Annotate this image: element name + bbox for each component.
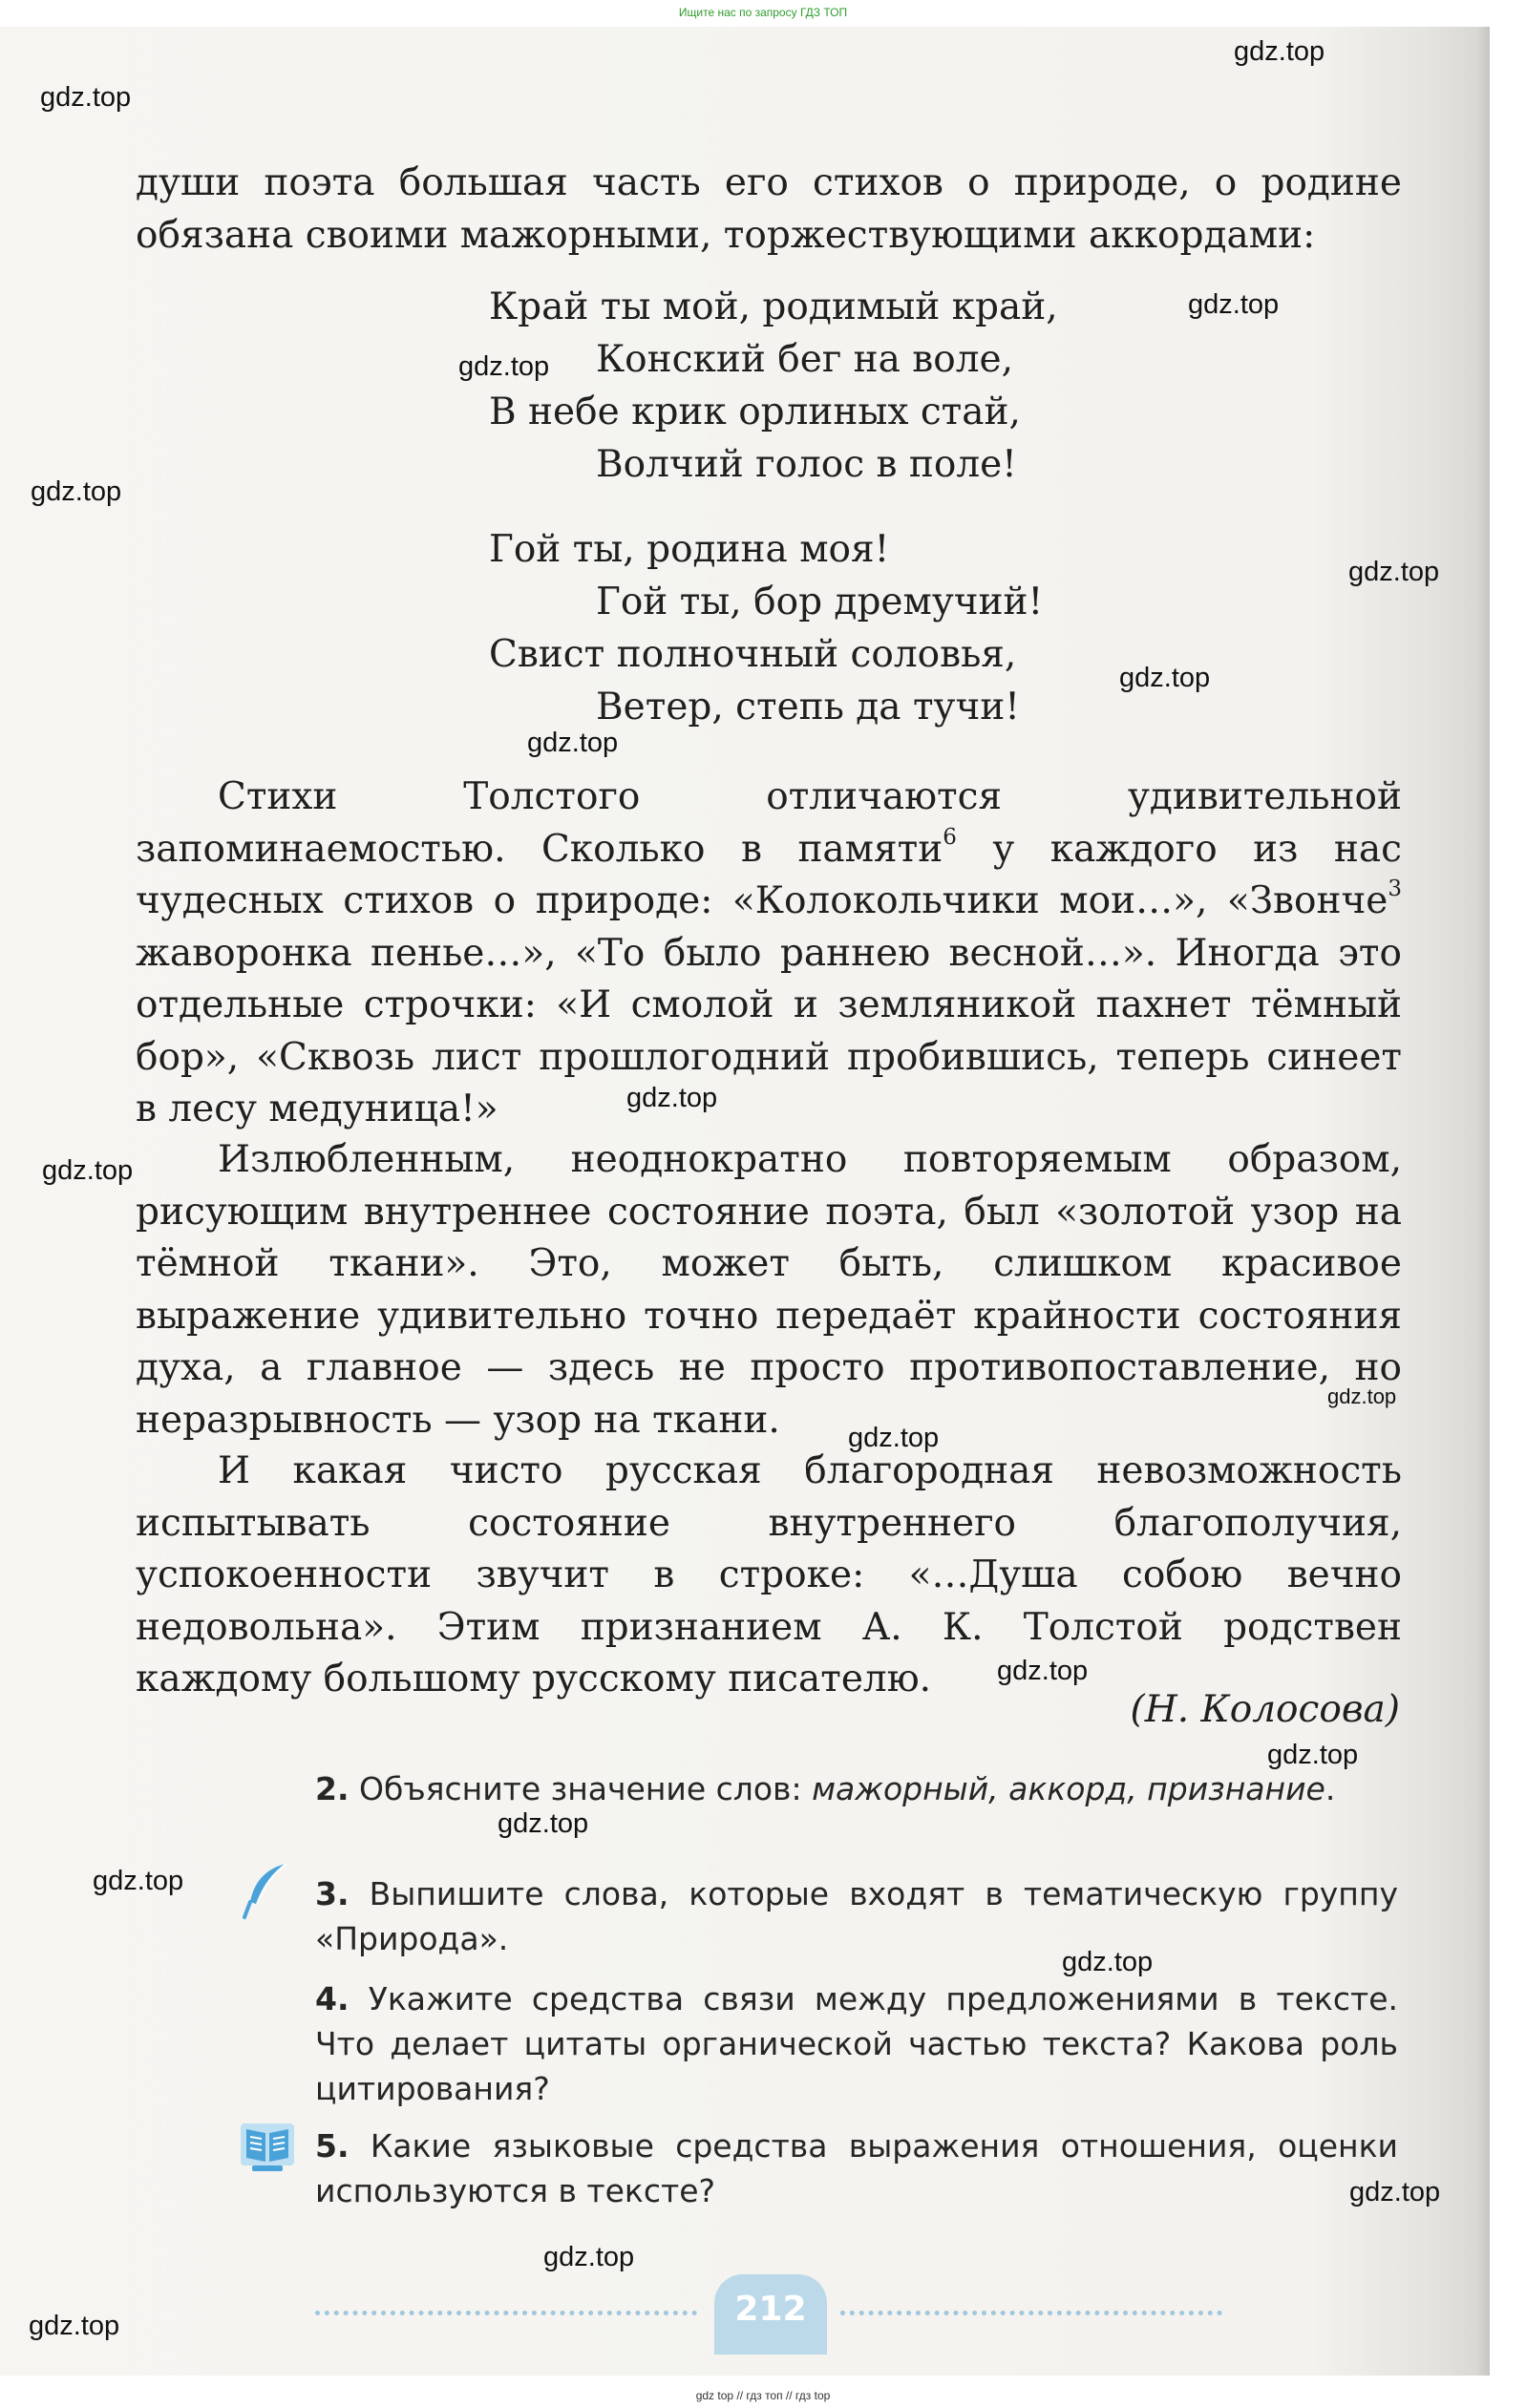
watermark: gdz.top [93, 1866, 184, 1896]
watermark: gdz.top [997, 1656, 1089, 1686]
footer-dotted-line-right [840, 2311, 1222, 2315]
task-number: 4. [315, 1980, 350, 2017]
paragraph-3 [136, 1446, 1402, 1706]
watermark: gdz.top [1267, 1740, 1359, 1770]
watermark: gdz.top [527, 728, 619, 758]
task-text: Какие языковые средства выражения отношения, оценки используются в тексте? [315, 2127, 1398, 2209]
poem-line: В небе крик орлиных стай, [489, 391, 1021, 433]
watermark: gdz.top [31, 476, 122, 507]
watermark: gdz.top [1188, 289, 1280, 320]
intro-paragraph: души поэта большая часть его стихов о природе, о родине обязана своими мажорными, торжествующими аккордами: [136, 161, 1402, 257]
watermark: gdz.top [1119, 663, 1211, 693]
watermark: gdz.top [42, 1155, 134, 1186]
watermark: gdz.top [1234, 36, 1325, 67]
footnote-mark: 6 [943, 824, 957, 850]
watermark: gdz.top [458, 351, 550, 382]
paragraph-2-text: Излюбленным, неоднократно повторяемым образом, рисующим внутреннее состояние поэта, был «золотой узор на тёмной ткани». Это, может быть, слишком красивое выражение удивительно точно передаёт крайности состояния духа, а главное — здесь не просто противопоставление, но неразрывность — узор на ткани. [136, 1138, 1402, 1442]
task-words: мажорный, аккорд, признание [812, 1770, 1325, 1807]
paragraph-1-part3: жаворонка пенье…», «То было раннею весной…». Иногда это отдельные строчки: «И смолой и земляникой пахнет тёмный бор», «Сквозь лист прошлогодний пробившись, теперь синеет в лесу медуница!» [136, 931, 1402, 1130]
task-number: 2. [315, 1770, 350, 1807]
poem-stanza-2 [489, 523, 1043, 733]
footer-dotted-line-left [315, 2311, 697, 2315]
task-number: 3. [315, 1875, 350, 1912]
author-attribution: (Н. Колосова) [1130, 1688, 1400, 1731]
paragraph-3-text: И какая чисто русская благородная невозможность испытывать состояние внутреннего благополучия, успокоенности звучит в строке: «…Душа собою вечно недовольна». Этим признанием А. К. Толстой родствен каждому большому русскому писателю. [136, 1449, 1402, 1700]
watermark: gdz.top [543, 2242, 635, 2272]
task-4 [315, 1976, 1398, 2111]
watermark: gdz.top [29, 2311, 120, 2341]
watermark: gdz.top [1349, 2177, 1441, 2207]
poem-line: Конский бег на воле, [596, 338, 1013, 381]
paragraph-2 [136, 1134, 1402, 1447]
poem-line: Гой ты, бор дремучий! [596, 581, 1044, 623]
page-fold-shadow [1476, 27, 1490, 2376]
poem-line: Свист полночный соловья, [489, 633, 1017, 676]
watermark: gdz.top [1062, 1947, 1154, 1977]
bottom-banner: gdz top // гдз топ // гдз top [695, 2389, 831, 2402]
watermark: gdz.top [1348, 557, 1440, 587]
task-3 [315, 1871, 1398, 1961]
open-book-icon [239, 2120, 296, 2177]
task-2 [315, 1766, 1398, 1811]
poem-line: Край ты мой, родимый край, [489, 285, 1058, 328]
watermark: gdz.top [626, 1083, 718, 1113]
top-banner[interactable]: Ищите нас по запросу ГДЗ ТОП [678, 6, 848, 19]
task-text: Укажите средства связи между предложениями в тексте. Что делает цитаты органической частью текста? Какова роль цитирования? [315, 1980, 1398, 2107]
watermark: gdz.top [40, 82, 132, 113]
poem-stanza-1 [489, 281, 1058, 491]
poem-line: Волчий голос в поле! [596, 443, 1017, 486]
task-number: 5. [315, 2127, 350, 2165]
poem-line: Ветер, степь да тучи! [596, 686, 1020, 729]
task-text: Объясните значение слов: [359, 1770, 813, 1807]
watermark: gdz.top [498, 1808, 589, 1839]
task-5 [315, 2123, 1398, 2213]
task-end: . [1325, 1770, 1336, 1807]
paragraph-1 [136, 771, 1402, 1136]
quill-pen-icon [239, 1860, 292, 1925]
watermark: gdz.top [848, 1423, 940, 1453]
paragraph-1-part2: у каждого из нас чудесных стихов о природе: «Колокольчики мои…», «Звонче [136, 827, 1402, 922]
watermark: gdz.top [1327, 1384, 1397, 1408]
paragraph-1-part1: Стихи Толстого отличаются удивительной запоминаемостью. Сколько в памяти [136, 775, 1402, 871]
poem-line: Гой ты, родина моя! [489, 528, 890, 571]
page-number: 212 [714, 2274, 827, 2355]
task-text: Выпишите слова, которые входят в тематическую группу «Природа». [315, 1875, 1398, 1957]
footnote-mark: 3 [1388, 877, 1402, 901]
